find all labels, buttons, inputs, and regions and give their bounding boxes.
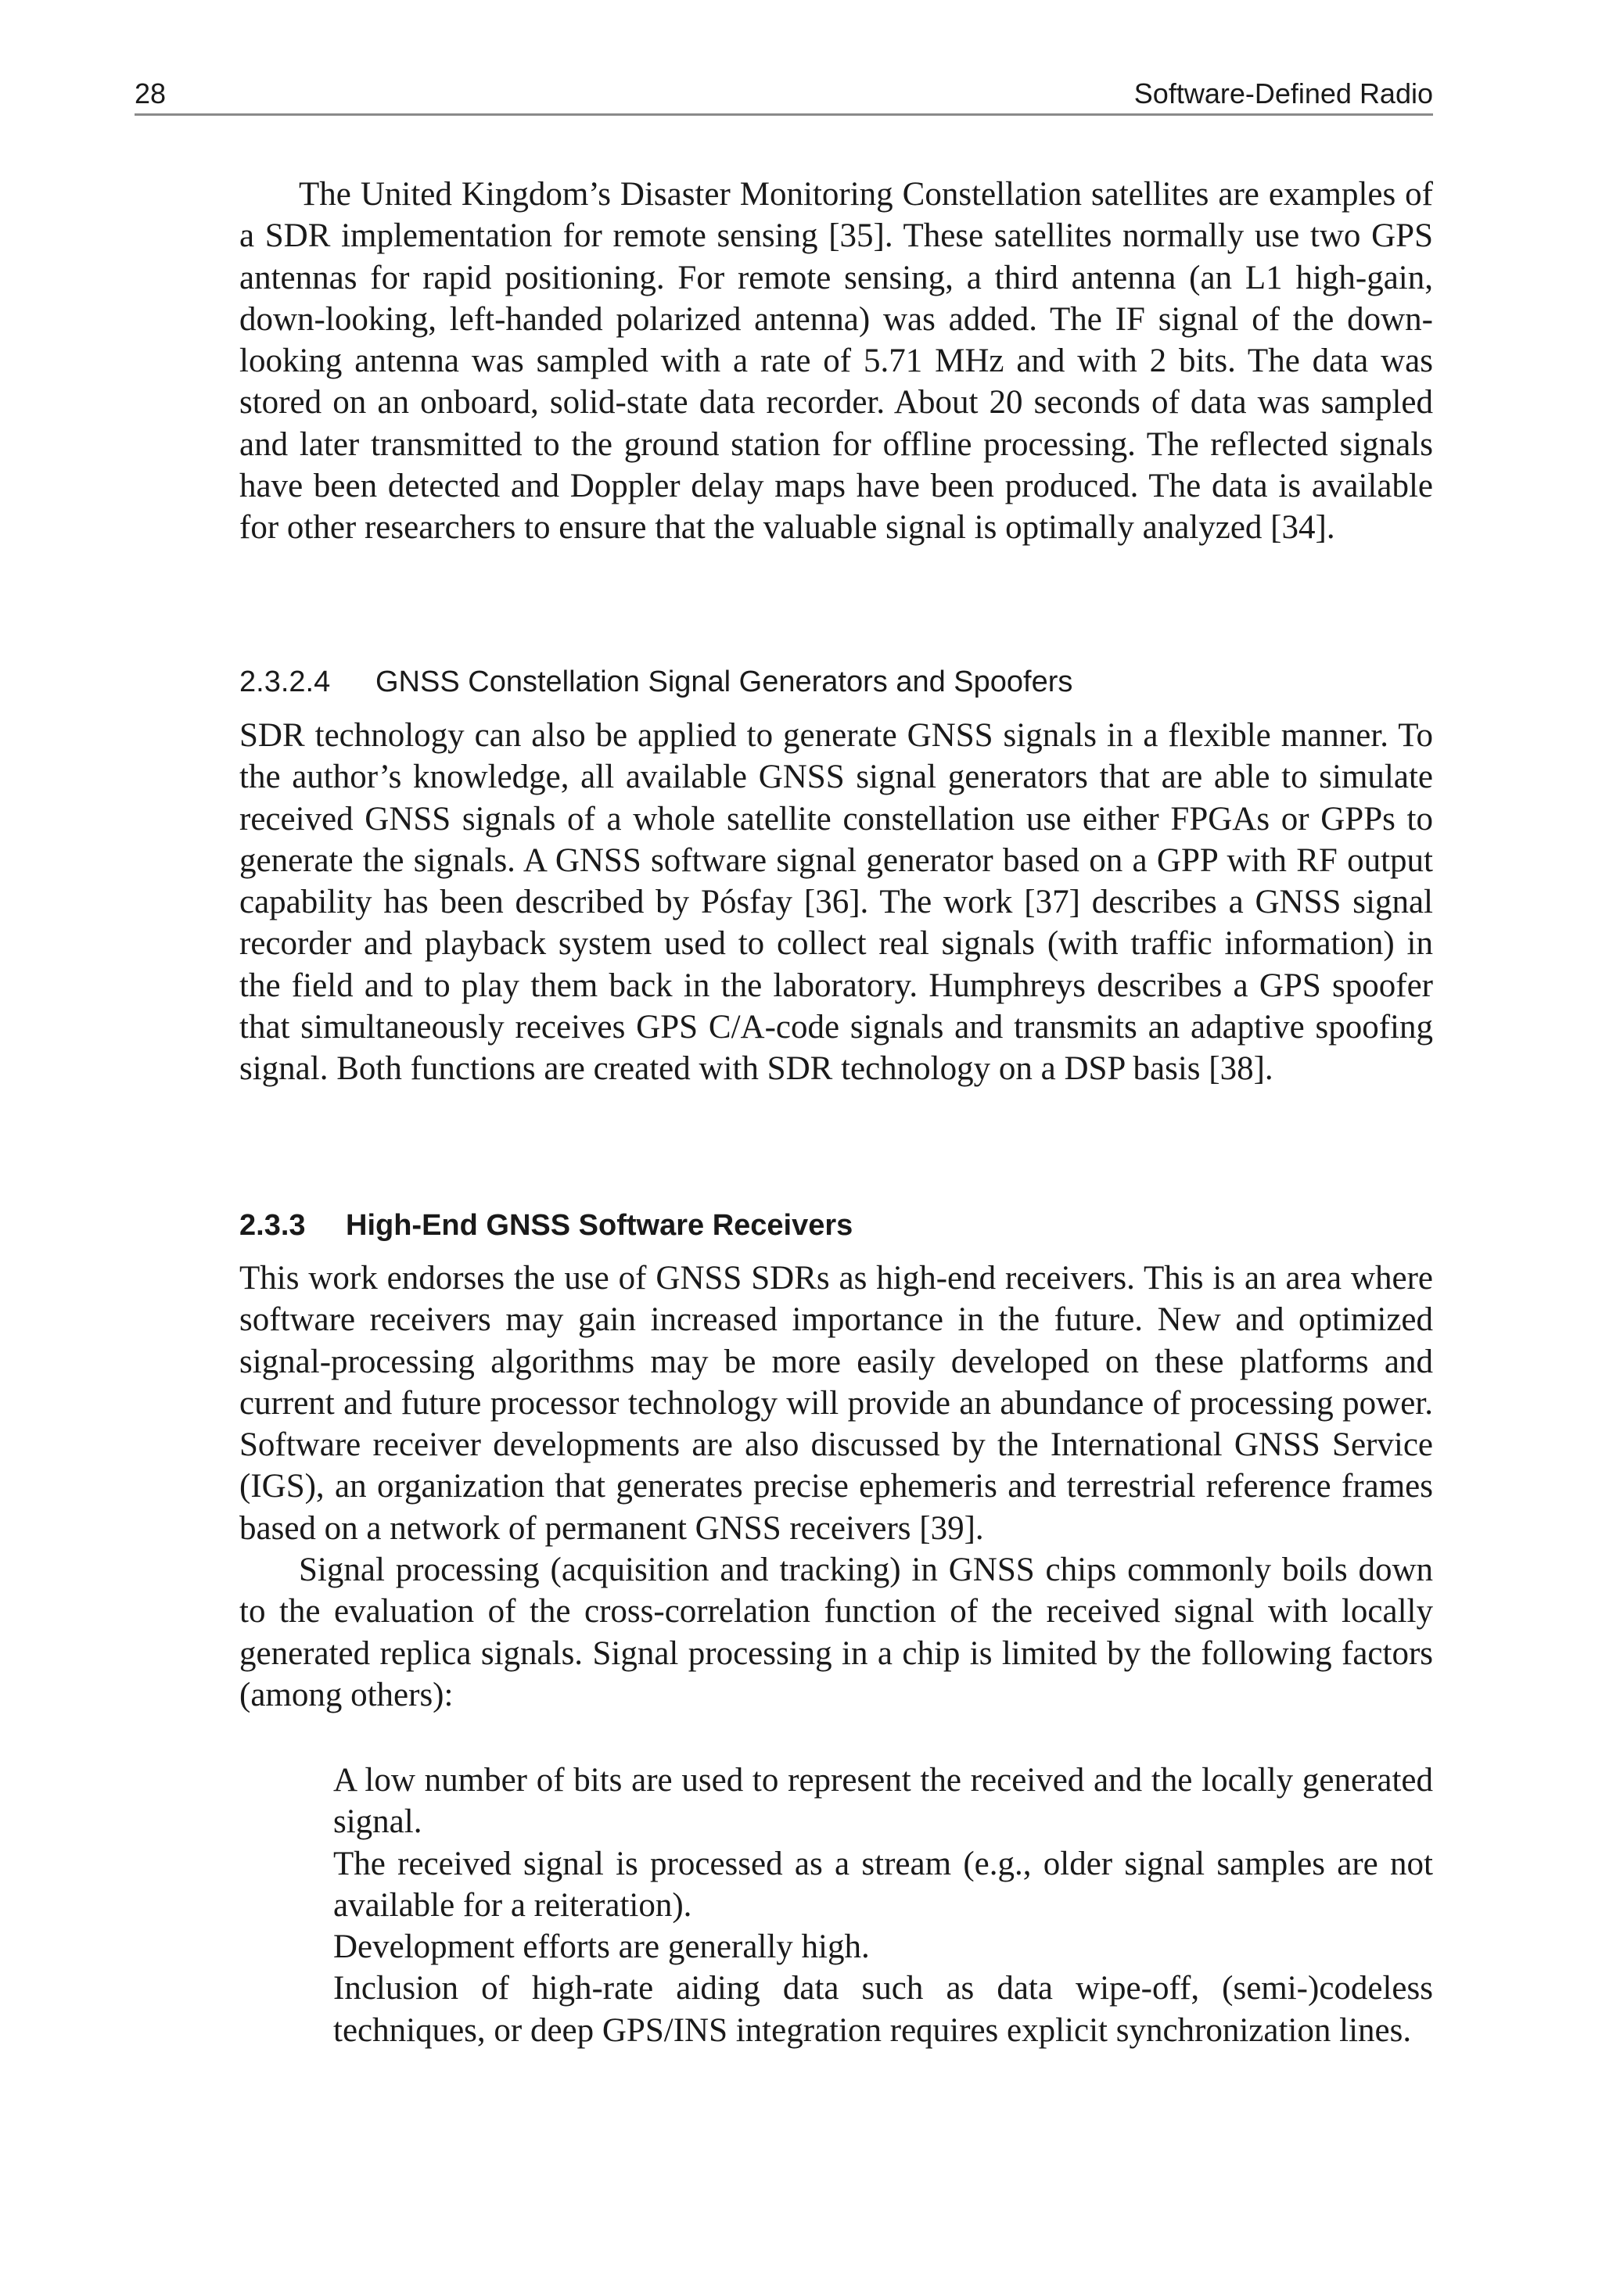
paragraph-text: SDR technology can also be applied to generate GNSS signals in a flexible manner. To the author’s knowledge, all available GNSS signal generators that are able to simulate received GNSS signals of a whole satellite constellation use either FPGAs or GPPs to generate the signals. A GNSS software signal generator based on a GPP with RF output capability has been described by Pósfay [36]. The work [37] describes a GNSS signal recorder and playback system used to collect real signals (with traffic information) in the field and to play them back in the laboratory. Humphreys describes a GPS spoofer that simultaneously receives GPS C/A-code signals and transmits an adaptive spoofing signal. Both functions are created with SDR technology on a DSP basis [38].: [239, 717, 1433, 1088]
paragraph-text: This work endorses the use of GNSS SDRs as high-end receivers. This is an area where software receivers may gain increased importance in the future. New and optimized signal-processing algorithms may be more easily developed on these platforms and current and future processor technology will provide an abundance of processing power. Software receiver developments are also discussed by the International GNSS Service (IGS), an organization that generates precise ephemeris and terrestrial reference frames based on a network of permanent GNSS receivers [39].: [239, 1260, 1433, 1547]
section-heading-2-3-2-4: [239, 663, 1433, 701]
paragraph-signal-generators: [239, 715, 1433, 1090]
limitations-list: [333, 1760, 1433, 2051]
paragraph-text: Signal processing (acquisition and tracking) in GNSS chips commonly boils down to the evaluation of the cross-correlation function of the received signal with locally generated replica signals. Signal processing in a chip is limited by the following factors (among others):: [239, 1552, 1433, 1713]
page-number: 28: [135, 77, 167, 109]
header-rule: [135, 113, 1433, 116]
section-title: High-End GNSS Software Receivers: [346, 1209, 853, 1242]
paragraph-dmc-satellites: [239, 174, 1433, 549]
section-number: 2.3.3: [239, 1209, 306, 1242]
running-header: [135, 75, 1433, 113]
paragraph-text: The United Kingdom’s Disaster Monitoring Constellation satellites are examples of a SDR implementation for remote sensing [35]. These satellites normally use two GPS antennas for rapid positioning. For remote sensing, a third antenna (an L1 high-gain, down-looking, left-handed polarized antenna) was added. The IF signal of the down-looking antenna was sampled with a rate of 5.71 MHz and with 2 bits. The data was stored on an onboard, solid-state data recorder. About 20 seconds of data was sampled and later transmitted to the ground station for offline processing. The reflected signals have been detected and Doppler delay maps have been produced. The data is available for other researchers to ensure that the valuable signal is optimally analyzed [34].: [239, 176, 1433, 547]
paragraph-high-end-receivers: [239, 1257, 1433, 1716]
running-title: Software-Defined Radio: [1133, 77, 1433, 109]
list-item: The received signal is processed as a stream (e.g., older signal samples are not available for a reiteration).: [333, 1845, 1433, 1924]
section-number: 2.3.2.4: [239, 665, 331, 698]
list-item: Inclusion of high-rate aiding data such as data wipe-off, (semi-)codeless techniques, or deep GPS/INS integration requires explicit synchronization lines.: [333, 1970, 1433, 2049]
section-heading-2-3-3: [239, 1207, 1433, 1244]
list-item: A low number of bits are used to represent the received and the locally generated signal.: [333, 1762, 1433, 1841]
list-item: Development efforts are generally high.: [333, 1928, 870, 1966]
section-title: GNSS Constellation Signal Generators and Spoofers: [375, 665, 1073, 698]
